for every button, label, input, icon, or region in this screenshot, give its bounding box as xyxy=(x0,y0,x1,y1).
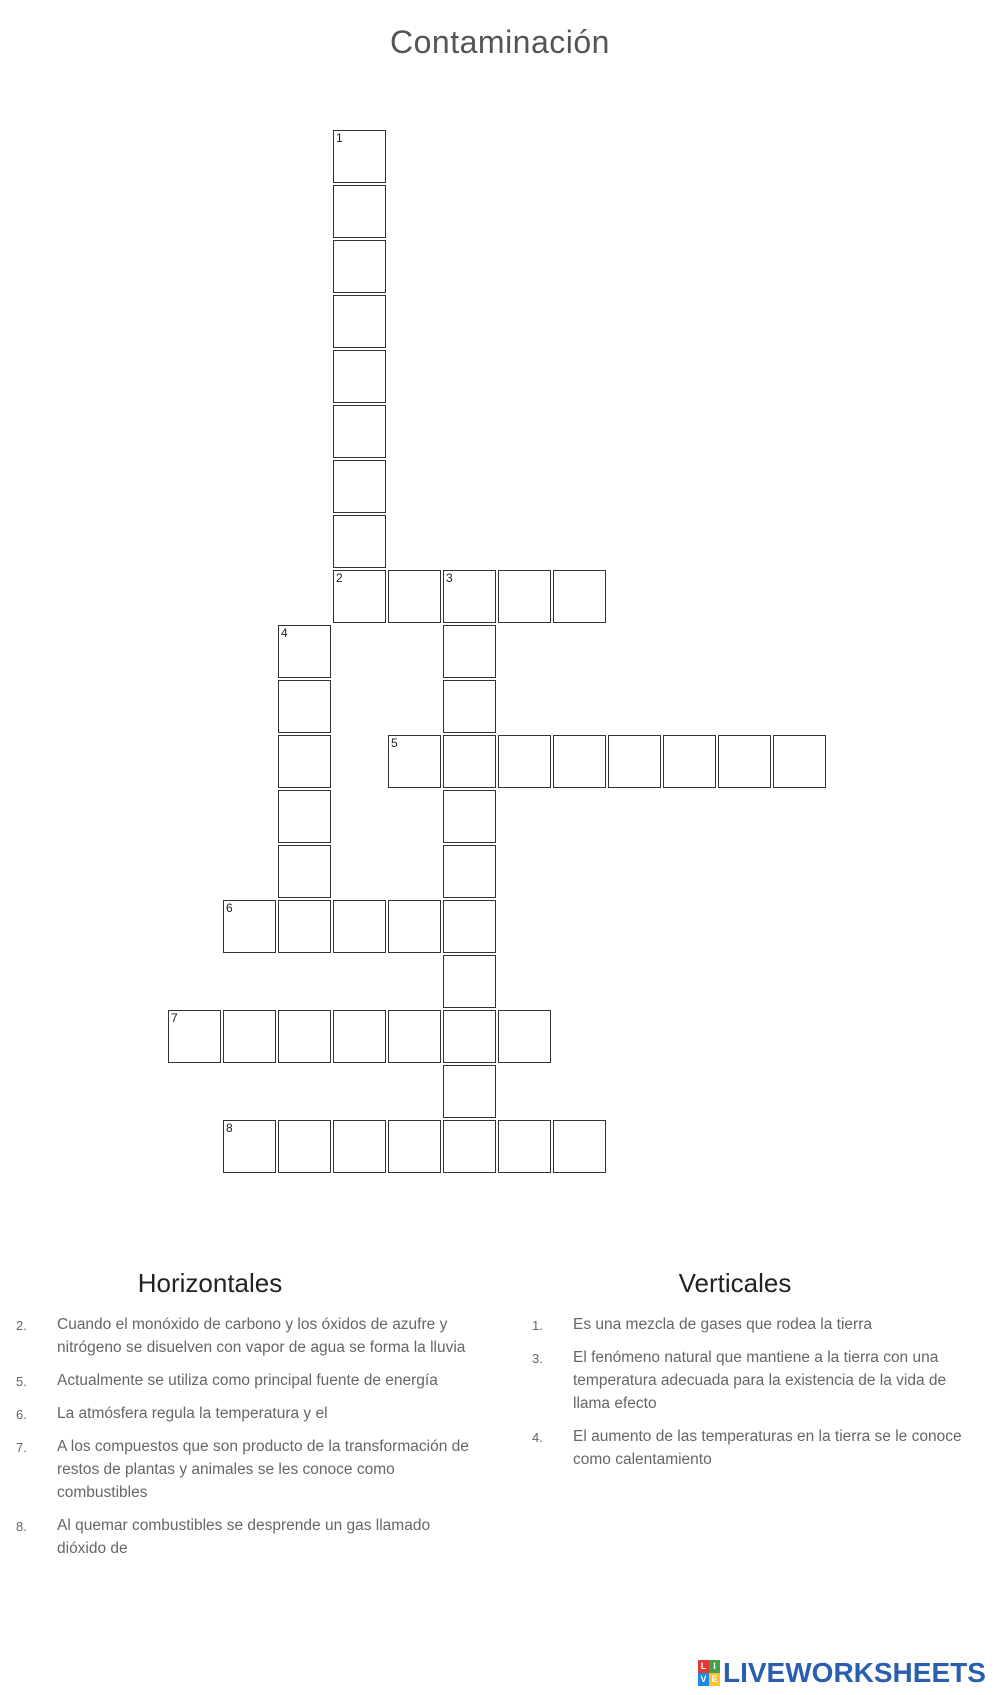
clue-number: 2 xyxy=(336,571,343,585)
clue-number: 6 xyxy=(226,901,233,915)
clue-text: Cuando el monóxido de carbono y los óxidos de azufre y nitrógeno se disuelven con vapor de agua se forma la lluvia xyxy=(57,1316,466,1356)
crossword-cell[interactable] xyxy=(443,680,496,733)
crossword-cell[interactable] xyxy=(278,735,331,788)
clue-number: 2. xyxy=(16,1318,27,1333)
crossword-cell[interactable] xyxy=(443,845,496,898)
page-title: Contaminación xyxy=(390,24,610,60)
clue-number: 3 xyxy=(446,571,453,585)
liveworksheets-logo xyxy=(698,1658,986,1688)
logo-mark-letter: E xyxy=(709,1673,720,1686)
clue-item xyxy=(0,1514,490,1560)
crossword-cell[interactable] xyxy=(278,790,331,843)
clue-text: A los compuestos que son producto de la transformación de restos de plantas y animales se les conoce como combustibles xyxy=(57,1438,469,1501)
crossword-cell[interactable] xyxy=(278,845,331,898)
crossword-cell[interactable] xyxy=(718,735,771,788)
clue-number: 7. xyxy=(16,1440,27,1455)
clue-text: La atmósfera regula la temperatura y el xyxy=(57,1405,328,1422)
clue-number: 8. xyxy=(16,1519,27,1534)
crossword-cell[interactable] xyxy=(333,570,386,623)
clue-item xyxy=(0,1402,490,1425)
crossword-cell[interactable] xyxy=(278,625,331,678)
crossword-cell[interactable] xyxy=(498,1120,551,1173)
crossword-cell[interactable] xyxy=(223,900,276,953)
clue-number: 7 xyxy=(171,1011,178,1025)
clue-number: 3. xyxy=(532,1351,543,1366)
clue-text: El aumento de las temperaturas en la tierra se le conoce como calentamiento xyxy=(573,1428,962,1468)
crossword-cell[interactable] xyxy=(388,1120,441,1173)
clue-number: 1. xyxy=(532,1318,543,1333)
clue-item xyxy=(515,1313,985,1336)
crossword-cell[interactable] xyxy=(333,460,386,513)
crossword-cell[interactable] xyxy=(388,1010,441,1063)
crossword-cell[interactable] xyxy=(333,130,386,183)
crossword-cell[interactable] xyxy=(553,1120,606,1173)
crossword-cell[interactable] xyxy=(278,1120,331,1173)
crossword-cell[interactable] xyxy=(278,1010,331,1063)
crossword-cell[interactable] xyxy=(333,900,386,953)
crossword-cell[interactable] xyxy=(443,955,496,1008)
clue-text: El fenómeno natural que mantiene a la tierra con una temperatura adecuada para la existencia de la vida de llama efecto xyxy=(573,1349,947,1412)
clue-text: Es una mezcla de gases que rodea la tierra xyxy=(573,1316,872,1333)
crossword-cell[interactable] xyxy=(223,1010,276,1063)
crossword-cell[interactable] xyxy=(333,350,386,403)
crossword-cell[interactable] xyxy=(278,680,331,733)
crossword-cell[interactable] xyxy=(773,735,826,788)
clue-number: 1 xyxy=(336,131,343,145)
crossword-cell[interactable] xyxy=(388,900,441,953)
crossword-cell[interactable] xyxy=(333,295,386,348)
clue-number: 6. xyxy=(16,1407,27,1422)
crossword-cell[interactable] xyxy=(553,570,606,623)
crossword-cell[interactable] xyxy=(388,735,441,788)
crossword-cell[interactable] xyxy=(608,735,661,788)
logo-mark-letter: I xyxy=(709,1660,720,1673)
crossword-cell[interactable] xyxy=(443,1120,496,1173)
clue-item xyxy=(0,1435,490,1504)
crossword-cell[interactable] xyxy=(443,735,496,788)
crossword-cell[interactable] xyxy=(498,735,551,788)
clue-text: Actualmente se utiliza como principal fuente de energía xyxy=(57,1372,438,1389)
crossword-cell[interactable] xyxy=(388,570,441,623)
vertical-heading: Verticales xyxy=(678,1268,792,1298)
crossword-cell[interactable] xyxy=(333,240,386,293)
clue-number: 5. xyxy=(16,1374,27,1389)
crossword-cell[interactable] xyxy=(333,1010,386,1063)
clue-item xyxy=(515,1346,985,1415)
crossword-cell[interactable] xyxy=(443,1065,496,1118)
horizontal-heading: Horizontales xyxy=(137,1268,283,1298)
clue-item xyxy=(0,1313,490,1359)
crossword-cell[interactable] xyxy=(333,1120,386,1173)
clue-number: 8 xyxy=(226,1121,233,1135)
crossword-cell[interactable] xyxy=(498,570,551,623)
crossword-cell[interactable] xyxy=(223,1120,276,1173)
logo-mark-letter: L xyxy=(698,1660,709,1673)
clue-item xyxy=(0,1369,490,1392)
clue-item xyxy=(515,1425,985,1471)
vertical-clues xyxy=(515,1268,985,1481)
crossword-cell[interactable] xyxy=(498,1010,551,1063)
crossword-cell[interactable] xyxy=(443,570,496,623)
clue-text: Al quemar combustibles se desprende un gas llamado dióxido de xyxy=(57,1517,431,1557)
crossword-cell[interactable] xyxy=(333,185,386,238)
crossword-cell[interactable] xyxy=(333,515,386,568)
crossword-cell[interactable] xyxy=(443,900,496,953)
clue-number: 4 xyxy=(281,626,288,640)
crossword-cell[interactable] xyxy=(168,1010,221,1063)
logo-mark-letter: V xyxy=(698,1673,709,1686)
crossword-cell[interactable] xyxy=(553,735,606,788)
crossword-cell[interactable] xyxy=(443,1010,496,1063)
crossword-cell[interactable] xyxy=(443,790,496,843)
clue-number: 4. xyxy=(532,1430,543,1445)
logo-text: LIVEWORKSHEETS xyxy=(723,1657,986,1688)
logo-mark-icon xyxy=(698,1660,720,1686)
crossword-cell[interactable] xyxy=(663,735,716,788)
clue-number: 5 xyxy=(391,736,398,750)
crossword-cell[interactable] xyxy=(443,625,496,678)
crossword-cell[interactable] xyxy=(278,900,331,953)
horizontal-clues xyxy=(0,1268,490,1570)
crossword-cell[interactable] xyxy=(333,405,386,458)
